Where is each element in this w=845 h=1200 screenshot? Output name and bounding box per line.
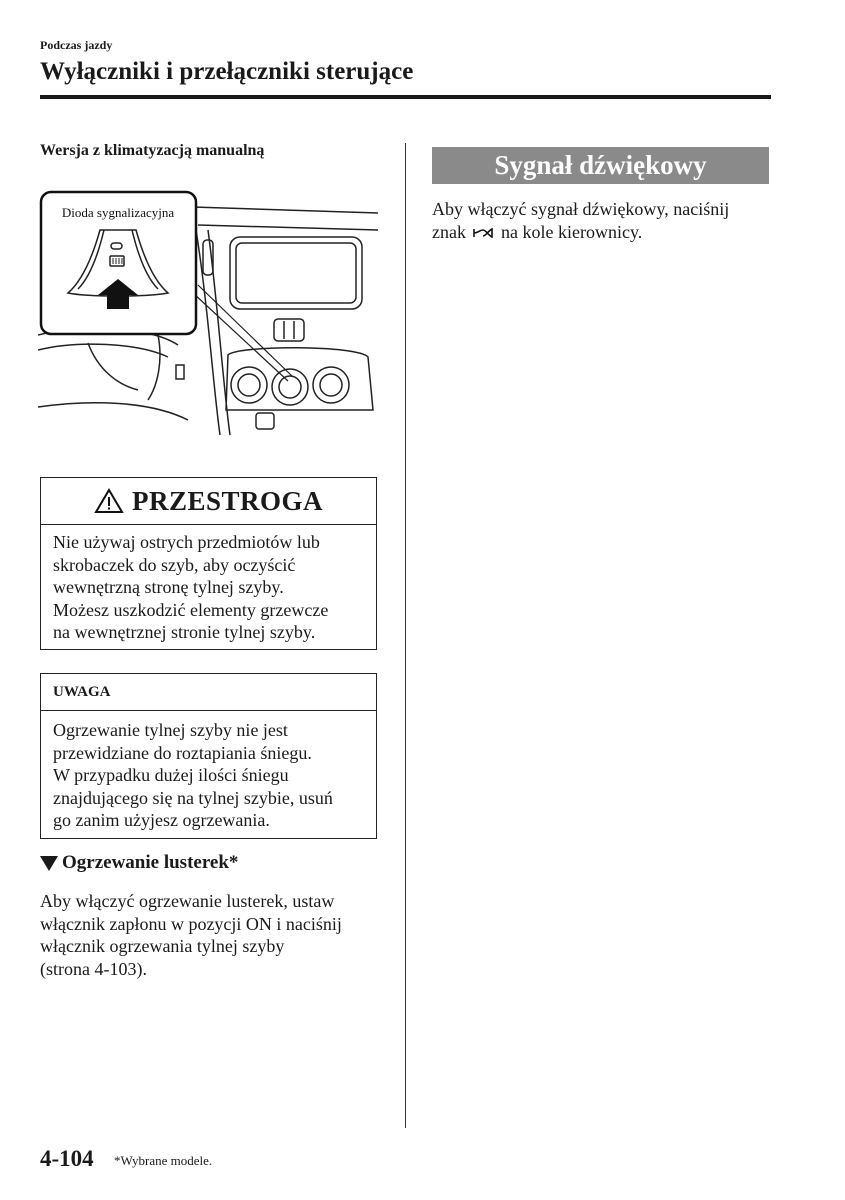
warning-triangle-icon <box>94 488 124 514</box>
caution-line: skrobaczek do szyb, aby oczyścić <box>53 554 296 575</box>
paragraph-line: Aby włączyć sygnał dźwiękowy, naciśnij <box>432 199 730 219</box>
triangle-down-icon <box>40 856 58 871</box>
paragraph-line: włącznik zapłonu w pozycji ON i naciśnij <box>40 913 342 934</box>
caution-header <box>41 478 376 525</box>
note-title: UWAGA <box>41 674 376 711</box>
caution-box <box>40 477 377 650</box>
note-line: W przypadku dużej ilości śniegu <box>53 765 289 785</box>
horn-text-after: na kole kierownicy. <box>500 221 643 242</box>
note-line: przewidziane do roztapiania śniegu. <box>53 742 312 763</box>
caution-line: Możesz uszkodzić elementy grzewcze <box>53 599 329 620</box>
horn-icon <box>472 226 494 240</box>
caution-line: Nie używaj ostrych przedmiotów lub <box>53 532 320 552</box>
footnote: *Wybrane modele. <box>114 1153 213 1168</box>
paragraph-line: (strona 4-103). <box>40 958 147 979</box>
mirror-heating-heading <box>40 852 238 874</box>
paragraph-line: włącznik ogrzewania tylnej szyby <box>40 936 285 956</box>
title-rule <box>40 95 771 99</box>
caution-text <box>41 525 376 644</box>
note-line: go zanim użyjesz ogrzewania. <box>53 810 270 830</box>
callout-label: Dioda sygnalizacyjna <box>61 205 175 220</box>
page-title: Wyłączniki i przełączniki sterujące <box>40 58 414 85</box>
dashboard-illustration <box>38 185 380 445</box>
note-box <box>40 673 377 839</box>
mirror-heating-paragraph <box>40 890 385 980</box>
note-line: znajdującego się na tylnej szybie, usuń <box>53 787 333 808</box>
horn-section-banner: Sygnał dźwiękowy <box>432 147 769 184</box>
page-number: 4-104 <box>40 1146 94 1171</box>
horn-paragraph <box>432 198 772 243</box>
caution-title: PRZESTROGA <box>131 485 324 516</box>
caution-line: na wewnętrznej stronie tylnej szyby. <box>53 622 316 642</box>
paragraph-line: Aby włączyć ogrzewanie lusterek, ustaw <box>40 891 335 911</box>
caution-line: wewnętrzną stronę tylnej szyby. <box>53 577 284 597</box>
mirror-heading-text: Ogrzewanie lusterek* <box>62 852 239 873</box>
note-text <box>41 711 376 832</box>
note-line: Ogrzewanie tylnej szyby nie jest <box>53 720 288 740</box>
paragraph-line <box>432 221 772 244</box>
figure-subheading: Wersja z klimatyzacją manualną <box>40 142 265 159</box>
column-divider <box>405 143 406 1128</box>
horn-text-before: znak <box>432 221 466 242</box>
section-label: Podczas jazdy <box>40 38 113 52</box>
